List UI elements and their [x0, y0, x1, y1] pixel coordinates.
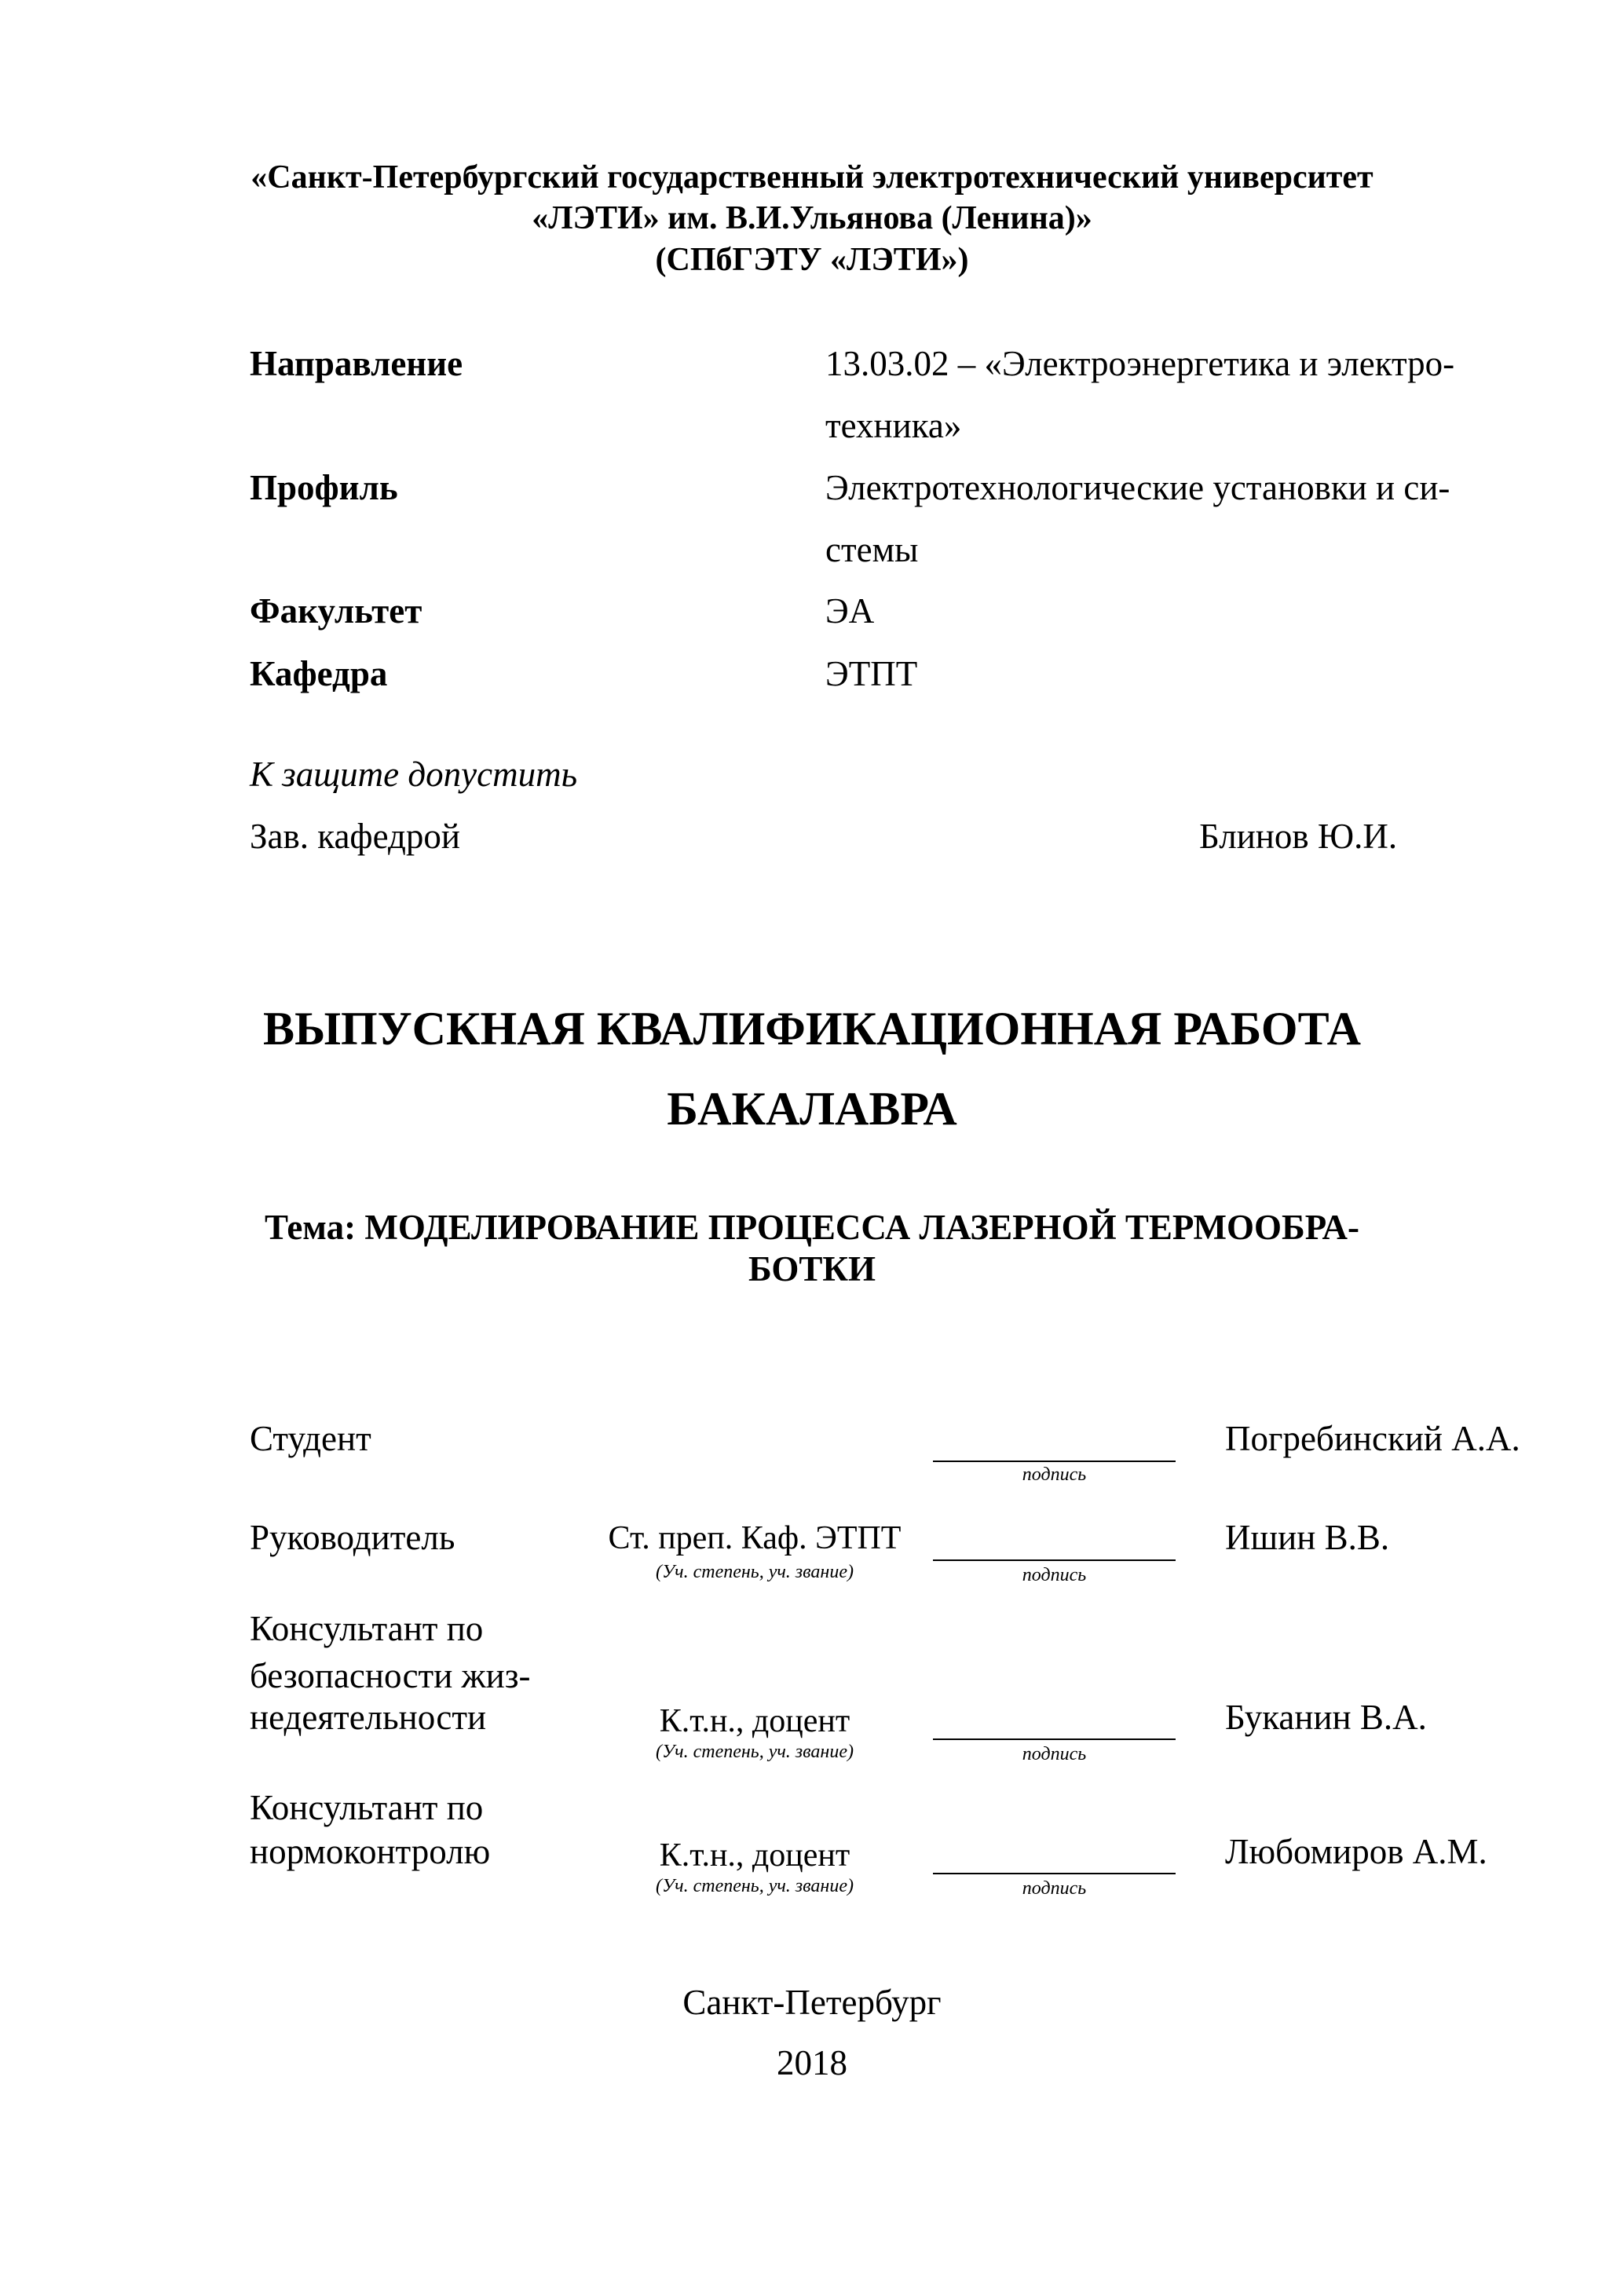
profile-label: Профиль: [250, 468, 398, 507]
safety-consultant-name: Буканин В.А.: [1225, 1698, 1427, 1737]
work-title-line-1: ВЫПУСКНАЯ КВАЛИФИКАЦИОННАЯ РАБОТА: [263, 1003, 1361, 1055]
university-name-line-2: «ЛЭТИ» им. В.И.Ульянова (Ленина)»: [532, 200, 1092, 236]
signature-caption: подпись: [1022, 1565, 1087, 1585]
norm-consultant-signature-line: [933, 1873, 1176, 1874]
norm-consultant-degree: К.т.н., доцент: [659, 1837, 850, 1874]
admit-to-defense: К защите допустить: [250, 755, 578, 794]
safety-consultant-label-1: Консультант по: [250, 1609, 484, 1648]
norm-consultant-label-1: Консультант по: [250, 1788, 484, 1827]
student-signature-line: [933, 1461, 1176, 1462]
safety-consultant-degree: К.т.н., доцент: [659, 1703, 850, 1739]
direction-value-1: 13.03.02 – «Электроэнергетика и электро-: [825, 344, 1455, 383]
safety-consultant-label-3: недеятельности: [250, 1698, 487, 1737]
supervisor-degree: Ст. преп. Каф. ЭТПТ: [608, 1520, 902, 1556]
department-value: ЭТПТ: [825, 654, 918, 693]
signature-caption: подпись: [1022, 1464, 1087, 1485]
topic-line-1: Тема: МОДЕЛИРОВАНИЕ ПРОЦЕССА ЛАЗЕРНОЙ ТЕРМООБРА-: [265, 1208, 1359, 1247]
city: Санкт-Петербург: [682, 1983, 942, 2022]
university-abbreviation: (СПбГЭТУ «ЛЭТИ»): [655, 242, 969, 278]
safety-consultant-signature-line: [933, 1738, 1176, 1740]
direction-label: Направление: [250, 344, 463, 383]
signature-caption: подпись: [1022, 1744, 1087, 1764]
profile-value-2: стемы: [825, 530, 919, 569]
signature-caption: подпись: [1022, 1878, 1087, 1899]
norm-consultant-label-2: нормоконтролю: [250, 1832, 491, 1871]
supervisor-label: Руководитель: [250, 1518, 455, 1557]
year: 2018: [777, 2043, 847, 2082]
student-name: Погребинский А.А.: [1225, 1419, 1520, 1458]
work-title-line-2: БАКАЛАВРА: [667, 1083, 957, 1135]
faculty-value: ЭА: [825, 591, 875, 631]
degree-caption: (Уч. степень, уч. звание): [656, 1742, 854, 1762]
degree-caption: (Уч. степень, уч. звание): [656, 1562, 854, 1582]
safety-consultant-label-2: безопасности жиз-: [250, 1656, 531, 1695]
profile-value-1: Электротехнологические установки и си-: [825, 468, 1450, 507]
supervisor-name: Ишин В.В.: [1225, 1518, 1390, 1557]
norm-consultant-name: Любомиров А.М.: [1225, 1832, 1487, 1871]
faculty-label: Факультет: [250, 591, 422, 631]
department-label: Кафедра: [250, 654, 388, 693]
direction-value-2: техника»: [825, 406, 962, 445]
university-name-line-1: «Санкт-Петербургский государственный электротехнический университет: [251, 159, 1373, 196]
head-of-department-name: Блинов Ю.И.: [1199, 817, 1398, 856]
topic-line-2: БОТКИ: [748, 1249, 876, 1289]
degree-caption: (Уч. степень, уч. звание): [656, 1876, 854, 1896]
student-label: Студент: [250, 1419, 371, 1458]
supervisor-signature-line: [933, 1559, 1176, 1561]
head-of-department-label: Зав. кафедрой: [250, 817, 460, 856]
